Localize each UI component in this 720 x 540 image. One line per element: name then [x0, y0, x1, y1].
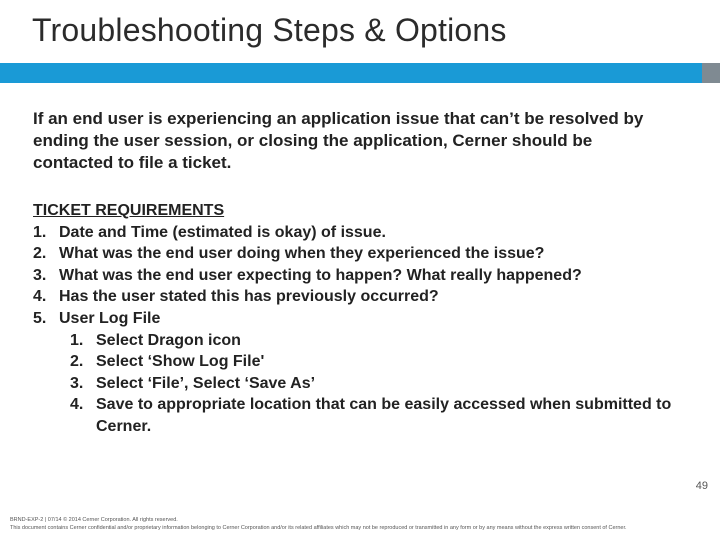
footer-copyright: BRND-EXP-2 | 07/14 © 2014 Cerner Corporation. All rights reserved. — [10, 517, 178, 523]
list-text: Date and Time (estimated is okay) of issue. — [59, 223, 386, 241]
list-text: What was the end user doing when they experienced the issue? — [59, 245, 545, 263]
sub-list-item — [33, 351, 693, 373]
sub-list-text: Select ‘Show Log File' — [96, 353, 265, 371]
log-file-steps — [33, 330, 693, 438]
title-band-grey — [702, 63, 720, 83]
list-item — [33, 286, 693, 308]
list-number: 5. — [33, 309, 47, 327]
list-text: Has the user stated this has previously occurred? — [59, 288, 439, 306]
sub-list-item — [33, 330, 693, 352]
list-text: User Log File — [59, 309, 161, 327]
list-item — [33, 265, 693, 287]
sub-list-number: 2. — [70, 353, 84, 371]
sub-list-item — [33, 373, 693, 395]
sub-list-number: 3. — [70, 374, 84, 392]
sub-list-text: Select ‘File’, Select ‘Save As’ — [96, 374, 316, 392]
list-number: 1. — [33, 223, 47, 241]
list-item — [33, 308, 693, 330]
slide-title: Troubleshooting Steps & Options — [32, 12, 507, 48]
sub-list-text: Save to appropriate location that can be easily accessed when submitted to Cerner. — [96, 396, 672, 435]
list-text: What was the end user expecting to happen? What really happened? — [59, 266, 582, 284]
sub-list-item — [33, 394, 693, 437]
footer-confidential: This document contains Cerner confidential and/or proprietary information belonging to Cerner Corporation and/or its related affiliates which may not be reproduced or transmitted in any form or by any means without the express written consent of Cerner. — [10, 525, 627, 531]
list-item — [33, 222, 693, 244]
list-number: 4. — [33, 288, 47, 306]
sub-list-number: 4. — [70, 396, 84, 414]
footer-legal — [10, 516, 627, 532]
list-number: 2. — [33, 245, 47, 263]
list-item — [33, 243, 693, 265]
sub-list-number: 1. — [70, 331, 84, 349]
title-band-blue — [0, 63, 702, 83]
page-number: 49 — [695, 480, 708, 492]
requirements-heading: TICKET REQUIREMENTS — [33, 202, 225, 219]
ticket-requirements — [33, 200, 693, 438]
sub-list-text: Select Dragon icon — [96, 331, 241, 349]
list-number: 3. — [33, 266, 47, 284]
intro-paragraph: If an end user is experiencing an application issue that can’t be resolved by ending the user session, or closing the application, Cerner should be contacted to file a ticket. — [33, 109, 644, 172]
